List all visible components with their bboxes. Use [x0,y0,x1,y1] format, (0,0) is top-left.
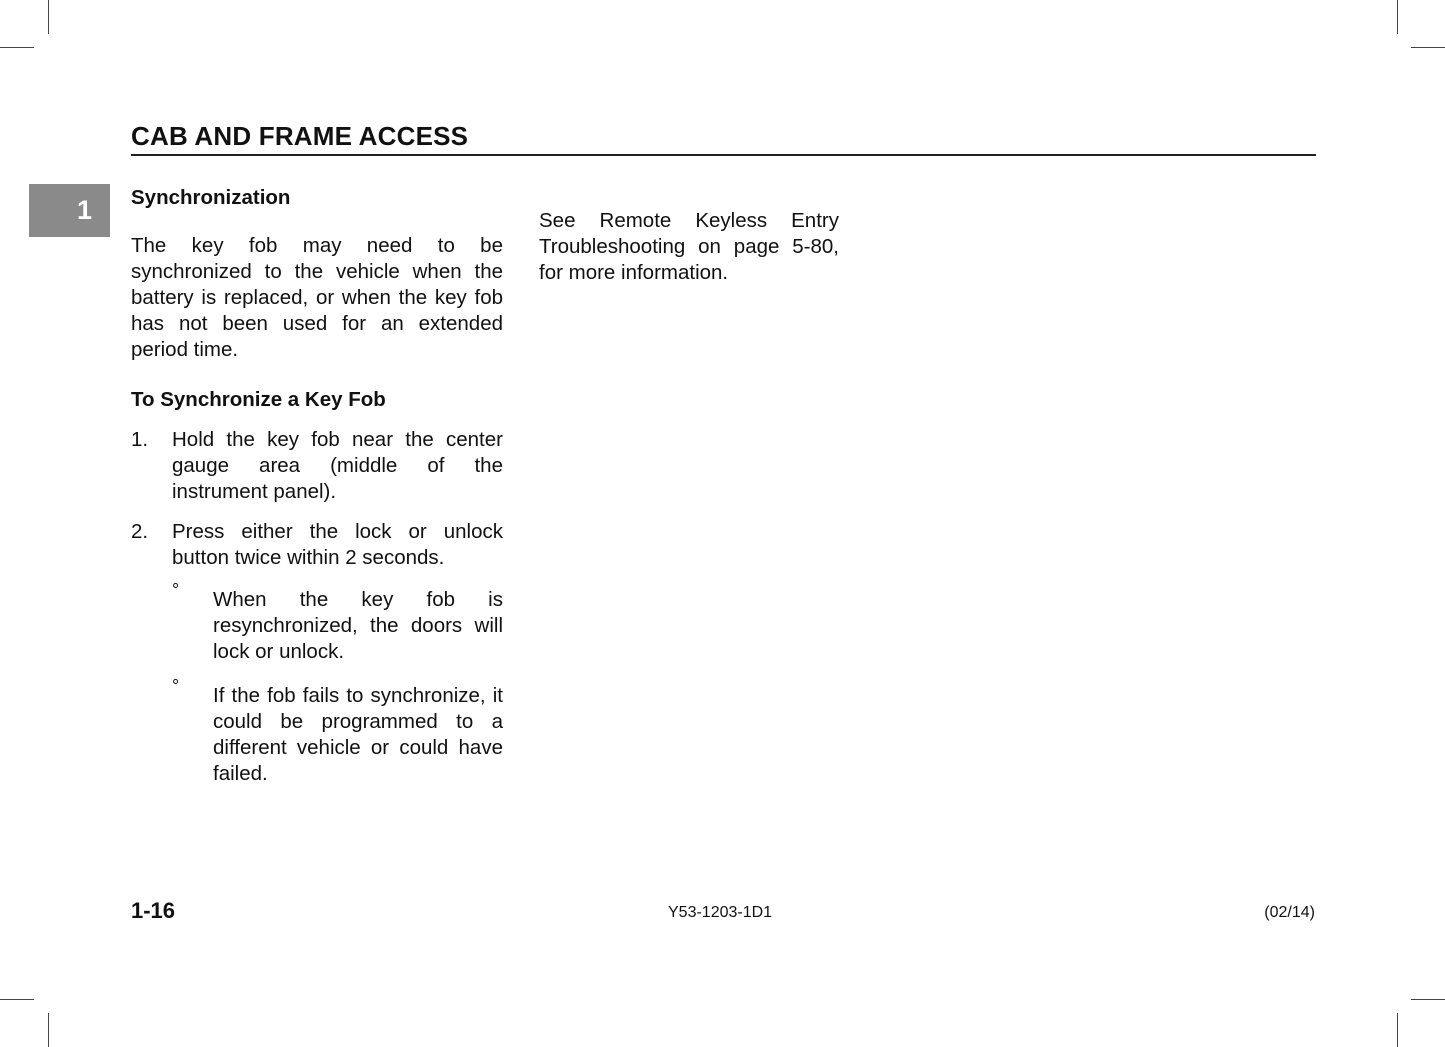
right-column [539,208,839,286]
chapter-tab [29,184,110,237]
crop-mark [1397,1013,1398,1047]
bullet-item [172,676,503,787]
section-title: CAB AND FRAME ACCESS [131,121,469,151]
step-text: Hold the key fob near the center gauge area (middle of the instrument panel). [172,428,503,503]
revision-date: (02/14) [1264,904,1315,921]
bullet-mark: ° [172,676,180,696]
cross-reference-text: See Remote Keyless Entry Troubleshooting on page 5-80, for more information. [539,209,839,284]
step-number: 2. [131,520,149,543]
crop-mark [48,1013,49,1047]
document-code: Y53-1203-1D1 [668,904,773,921]
heading-synchronization: Synchronization [131,186,291,209]
bullet-text: If the fob fails to synchronize, it could be programmed to a different vehicle or could have failed. [213,684,503,785]
subheading-synchronize-key-fob: To Synchronize a Key Fob [131,388,386,411]
crop-mark [0,47,34,48]
intro-paragraph: The key fob may need to be synchronized to the vehicle when the battery is replaced, or when the key fob has not been used for an extended period time. [131,234,503,361]
crop-mark [0,999,34,1000]
bullet-mark: ° [172,580,180,600]
crop-mark [1411,999,1445,1000]
left-column [131,185,503,787]
crop-mark [48,0,49,34]
step-item [131,519,503,571]
page-number: 1-16 [131,898,176,923]
crop-mark [1397,0,1398,34]
step-number: 1. [131,428,149,451]
chapter-number: 1 [76,195,92,225]
step-text: Press either the lock or unlock button twice within 2 seconds. [172,520,503,569]
step-item [131,427,503,505]
title-rule [131,154,1316,156]
bullet-text: When the key fob is resynchronized, the doors will lock or unlock. [213,588,503,663]
bullet-item [172,580,503,665]
crop-mark [1411,47,1445,48]
